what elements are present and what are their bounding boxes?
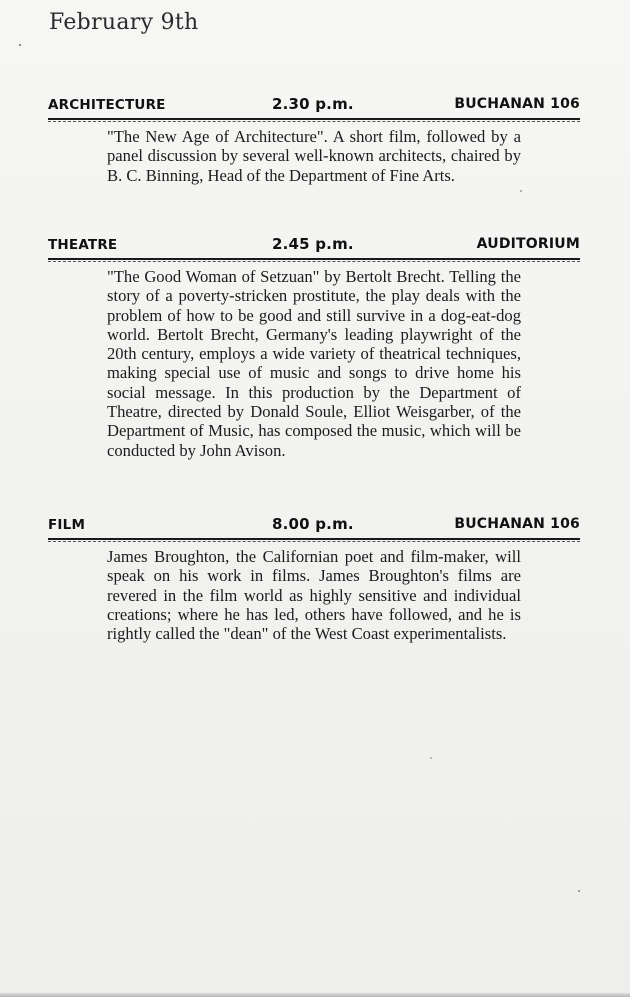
event-description: James Broughton, the Californian poet and film-maker, will speak on his work in films. James Broughton's films are revered in the film world as highly sensitive and individual creations; where he has led, others have followed, and he is rightly called the "dean" of the West Coast experimentalists. <box>107 547 521 644</box>
event-time: 2.30 p.m. <box>272 95 354 113</box>
event-category: FILM <box>48 517 86 533</box>
paper-speck <box>578 890 580 892</box>
event-description: "The Good Woman of Setzuan" by Bertolt Brecht. Telling the story of a poverty-stricken prostitute, the play deals with the problem of how to be good and still survive in a dog-eat-dog world. Bertolt Brecht, Germany's leading playwright of the 20th century, employs a wide variety of theatrical techniques, making special use of music and songs to drive home his social message. In this production by the Department of Theatre, directed by Donald Soule, Elliot Weisgarber, of the Department of Music, has composed the music, which will be conducted by John Avison. <box>107 267 521 460</box>
event-theatre <box>48 235 580 460</box>
date-heading: February 9th <box>49 10 199 35</box>
event-time: 2.45 p.m. <box>272 235 354 253</box>
section-divider <box>48 258 580 260</box>
event-architecture <box>48 95 580 185</box>
event-venue: BUCHANAN 106 <box>454 96 580 112</box>
event-venue: BUCHANAN 106 <box>454 516 580 532</box>
event-category: ARCHITECTURE <box>48 97 166 113</box>
event-category: THEATRE <box>48 237 118 253</box>
event-header <box>48 515 580 535</box>
paper-speck <box>19 44 21 46</box>
section-divider <box>48 118 580 120</box>
event-venue: AUDITORIUM <box>476 236 580 252</box>
event-film <box>48 515 580 643</box>
section-divider <box>48 538 580 540</box>
event-header <box>48 95 580 115</box>
event-time: 8.00 p.m. <box>272 515 354 533</box>
paper-speck <box>520 190 522 192</box>
page-bottom-edge <box>0 993 630 997</box>
event-header <box>48 235 580 255</box>
event-description: "The New Age of Architecture". A short film, followed by a panel discussion by several well-known architects, chaired by B. C. Binning, Head of the Department of Fine Arts. <box>107 127 521 185</box>
paper-speck <box>430 757 432 759</box>
